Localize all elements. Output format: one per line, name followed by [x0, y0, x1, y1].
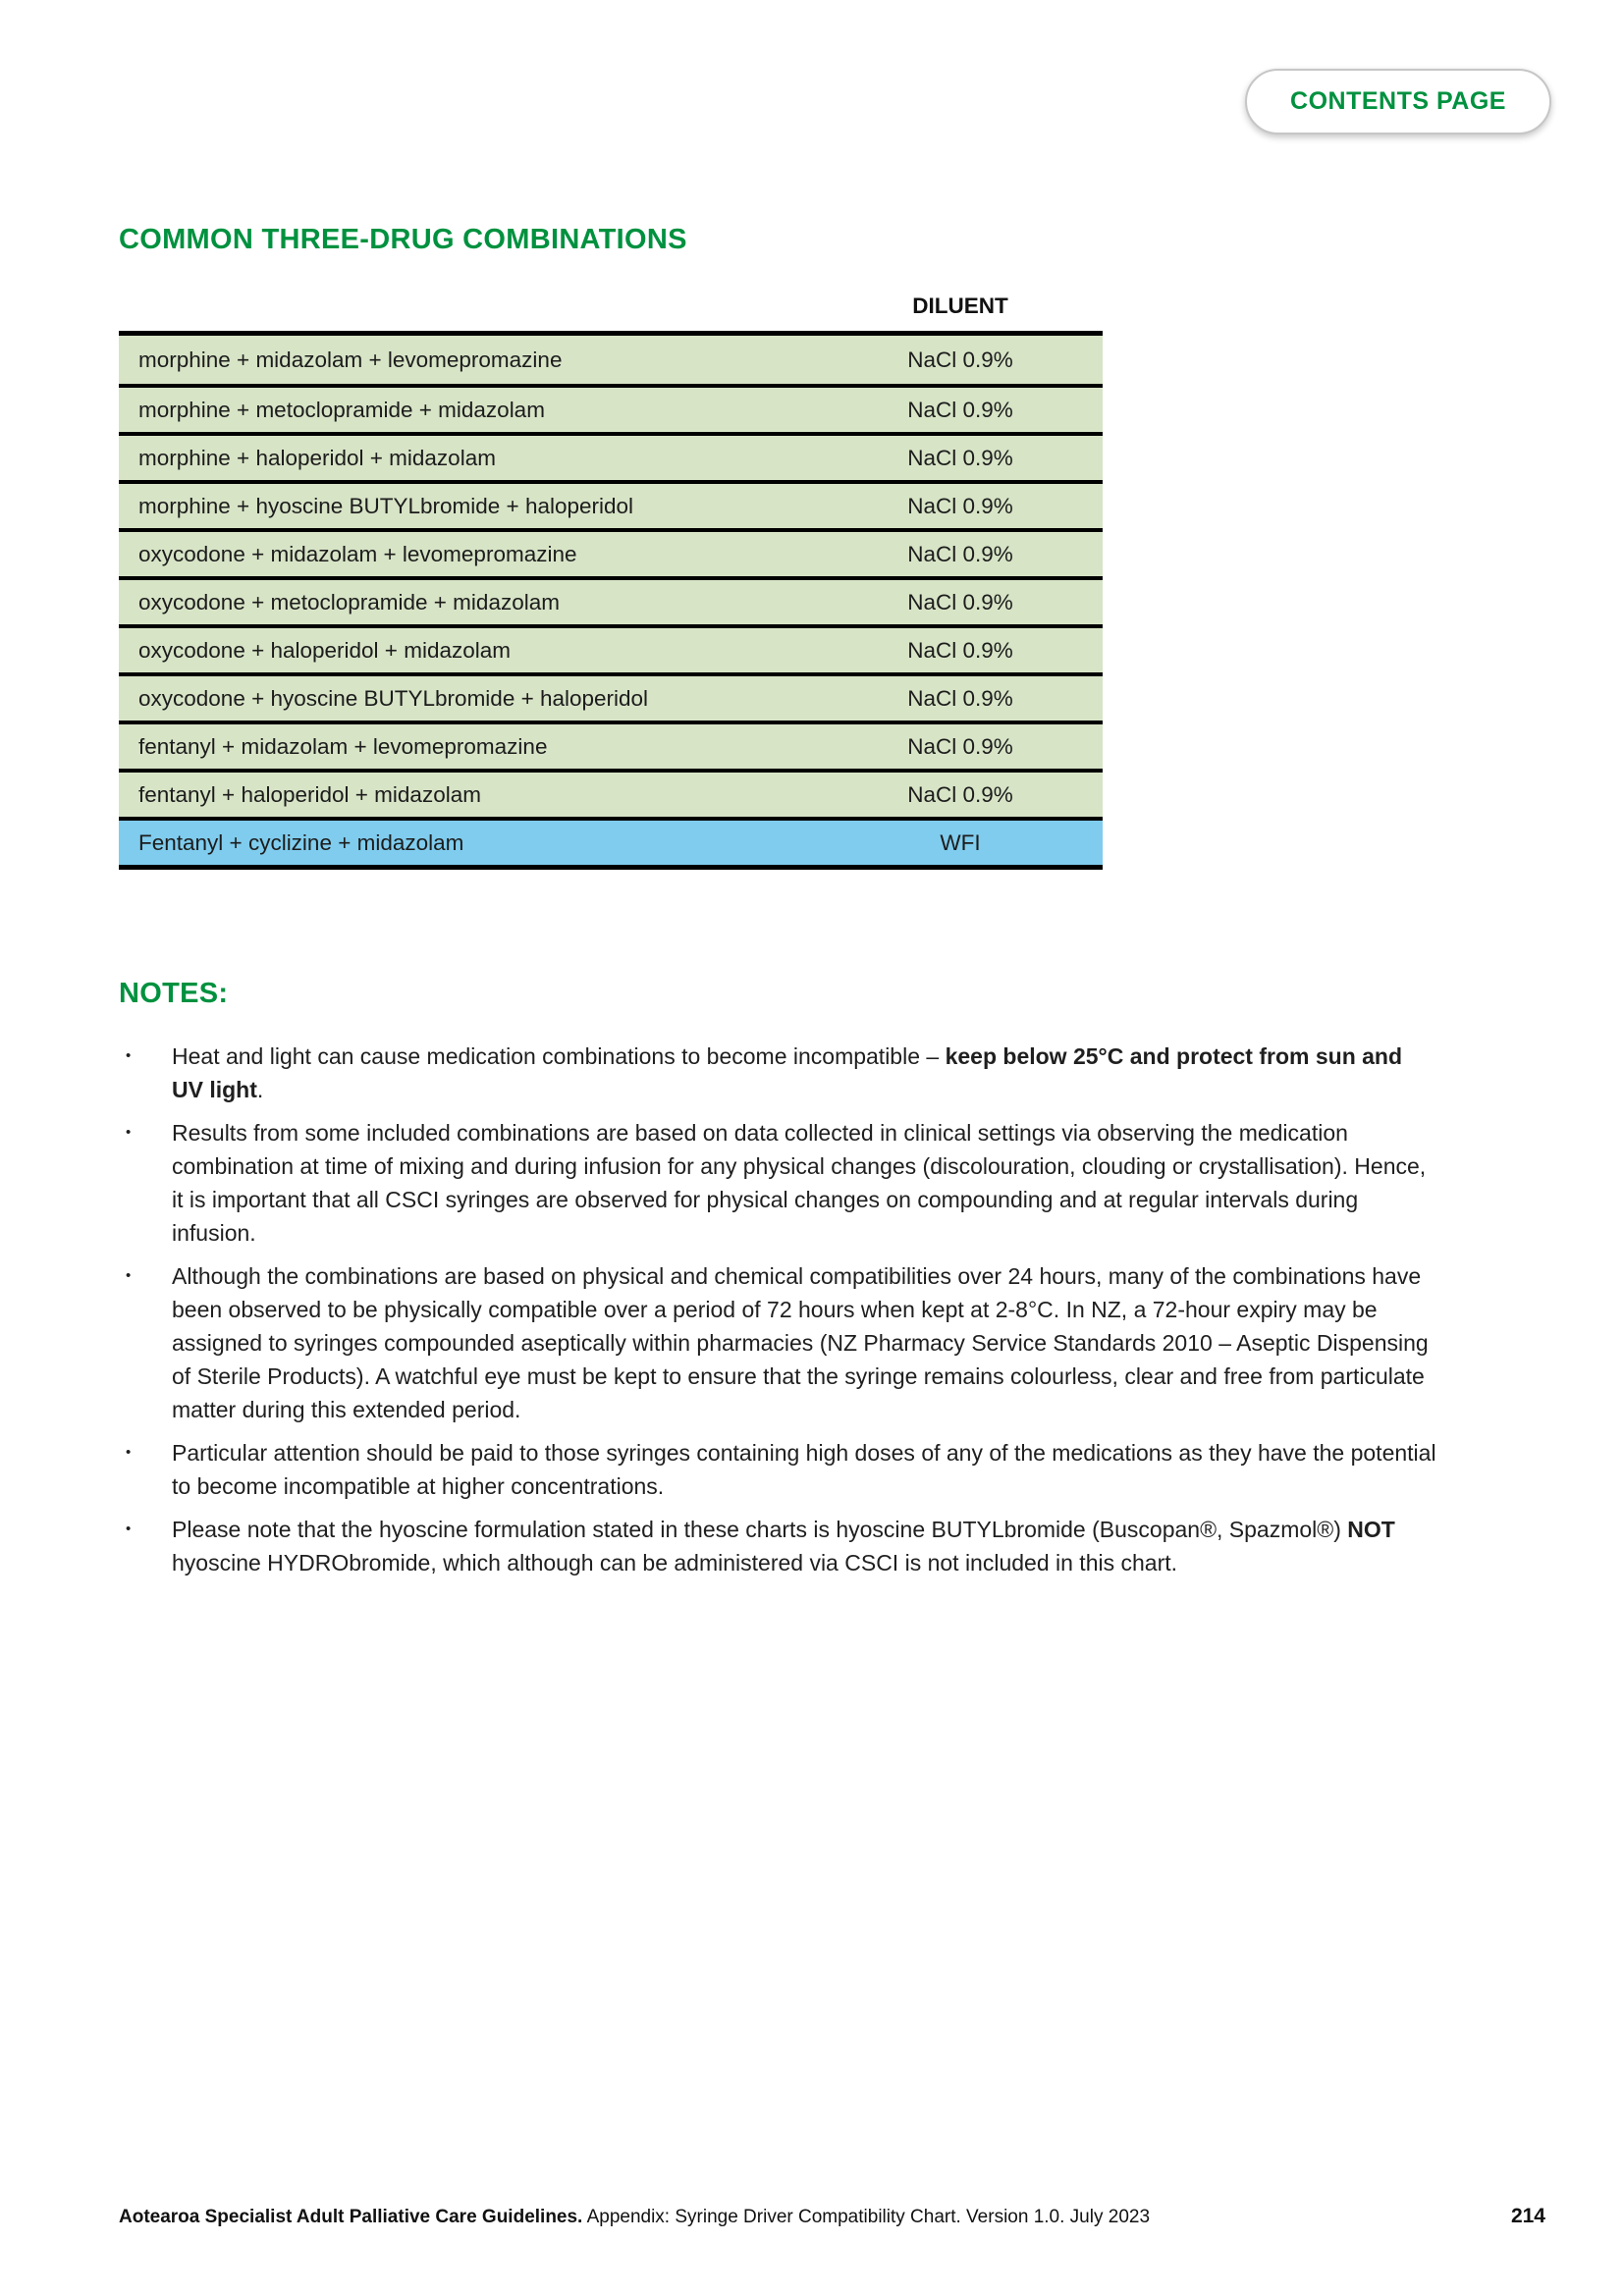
- diluent-cell: NaCl 0.9%: [907, 781, 1013, 807]
- drug-combination-cell: oxycodone + hyoscine BUTYLbromide + haloperidol: [138, 685, 649, 711]
- notes-list: [119, 1040, 1512, 1579]
- diluent-cell: NaCl 0.9%: [907, 589, 1013, 614]
- diluent-cell: NaCl 0.9%: [907, 347, 1013, 372]
- note-item: [119, 1513, 1512, 1579]
- note-item: [119, 1436, 1512, 1503]
- table-row: [119, 817, 1103, 865]
- drug-table-body: [119, 331, 1103, 870]
- contents-page-button[interactable]: CONTENTS PAGE: [1245, 69, 1551, 134]
- note-text: Heat and light can cause medication combinations to become incompatible – keep below 25°C and protect from sun and UV light.: [172, 1043, 1403, 1103]
- diluent-cell: NaCl 0.9%: [907, 637, 1013, 663]
- notes-heading: NOTES:: [119, 978, 229, 1010]
- diluent-cell: NaCl 0.9%: [907, 733, 1013, 759]
- drug-combination-cell: fentanyl + midazolam + levomepromazine: [138, 733, 548, 759]
- page-footer: [119, 2205, 1545, 2228]
- note-item: [119, 1116, 1512, 1250]
- bullet-icon: •: [126, 1047, 132, 1065]
- diluent-cell: WFI: [940, 829, 981, 855]
- table-row: [119, 528, 1103, 576]
- note-item: [119, 1040, 1512, 1106]
- footer-citation-rest: Appendix: Syringe Driver Compatibility Chart. Version 1.0. July 2023: [582, 2207, 1151, 2227]
- note-text: Results from some included combinations are based on data collected in clinical settings via observing the medication combination at time of mixing and during infusion for any physical changes (discolouration, clouding or crystallisation). Hence, it is important that all CSCI syringes are observed for physical changes on compounding and at regular intervals during infusion.: [172, 1120, 1427, 1247]
- note-text: Although the combinations are based on physical and chemical compatibilities over 24 hours, many of the combinations have been observed to be physically compatible over a period of 72 hours when kept at 2-8°C. In NZ, a 72-hour expiry may be assigned to syringes compounded aseptically within pharmacies (NZ Pharmacy Service Standards 2010 – Aseptic Dispensing of Sterile Products). A watchful eye must be kept to ensure that the syringe remains colourless, clear and free from particulate matter during this extended period.: [172, 1263, 1429, 1423]
- table-row: [119, 384, 1103, 432]
- diluent-cell: NaCl 0.9%: [907, 541, 1013, 566]
- section-title: COMMON THREE-DRUG COMBINATIONS: [119, 224, 687, 255]
- note-text: Please note that the hyoscine formulation stated in these charts is hyoscine BUTYLbromide (Buscopan®, Spazmol®) NOT hyoscine HYDRObromide, which although can be administered via CSCI is not included in this chart.: [172, 1517, 1395, 1576]
- combinations-table: [119, 294, 1103, 870]
- drug-combination-cell: oxycodone + metoclopramide + midazolam: [138, 589, 560, 614]
- page-number: 214: [1510, 2205, 1545, 2227]
- table-row: [119, 624, 1103, 672]
- drug-combination-cell: Fentanyl + cyclizine + midazolam: [138, 829, 464, 855]
- drug-combination-cell: morphine + metoclopramide + midazolam: [138, 397, 545, 422]
- bullet-icon: •: [126, 1267, 132, 1285]
- note-text: Particular attention should be paid to those syringes containing high doses of any of the medications as they have the potential to become incompatible at higher concentrations.: [172, 1440, 1436, 1500]
- bullet-icon: •: [126, 1444, 132, 1462]
- page-content: [0, 224, 1624, 1579]
- drug-combination-cell: morphine + midazolam + levomepromazine: [138, 347, 563, 372]
- diluent-column-header: DILUENT: [912, 294, 1008, 319]
- table-row: [119, 576, 1103, 624]
- bullet-icon: •: [126, 1521, 132, 1538]
- diluent-cell: NaCl 0.9%: [907, 397, 1013, 422]
- table-row: [119, 769, 1103, 817]
- table-row: [119, 480, 1103, 528]
- bullet-icon: •: [126, 1124, 132, 1142]
- diluent-cell: NaCl 0.9%: [907, 445, 1013, 470]
- table-row: [119, 336, 1103, 384]
- footer-citation-title: Aotearoa Specialist Adult Palliative Care Guidelines.: [119, 2207, 583, 2227]
- note-item: [119, 1259, 1512, 1426]
- table-row: [119, 432, 1103, 480]
- diluent-cell: NaCl 0.9%: [907, 493, 1013, 518]
- table-row: [119, 672, 1103, 721]
- drug-combination-cell: morphine + haloperidol + midazolam: [138, 445, 496, 470]
- table-row: [119, 721, 1103, 769]
- drug-combination-cell: fentanyl + haloperidol + midazolam: [138, 781, 481, 807]
- drug-combination-cell: oxycodone + haloperidol + midazolam: [138, 637, 511, 663]
- drug-combination-cell: morphine + hyoscine BUTYLbromide + haloperidol: [138, 493, 634, 518]
- footer-citation: [119, 2207, 1150, 2228]
- drug-combination-cell: oxycodone + midazolam + levomepromazine: [138, 541, 577, 566]
- diluent-cell: NaCl 0.9%: [907, 685, 1013, 711]
